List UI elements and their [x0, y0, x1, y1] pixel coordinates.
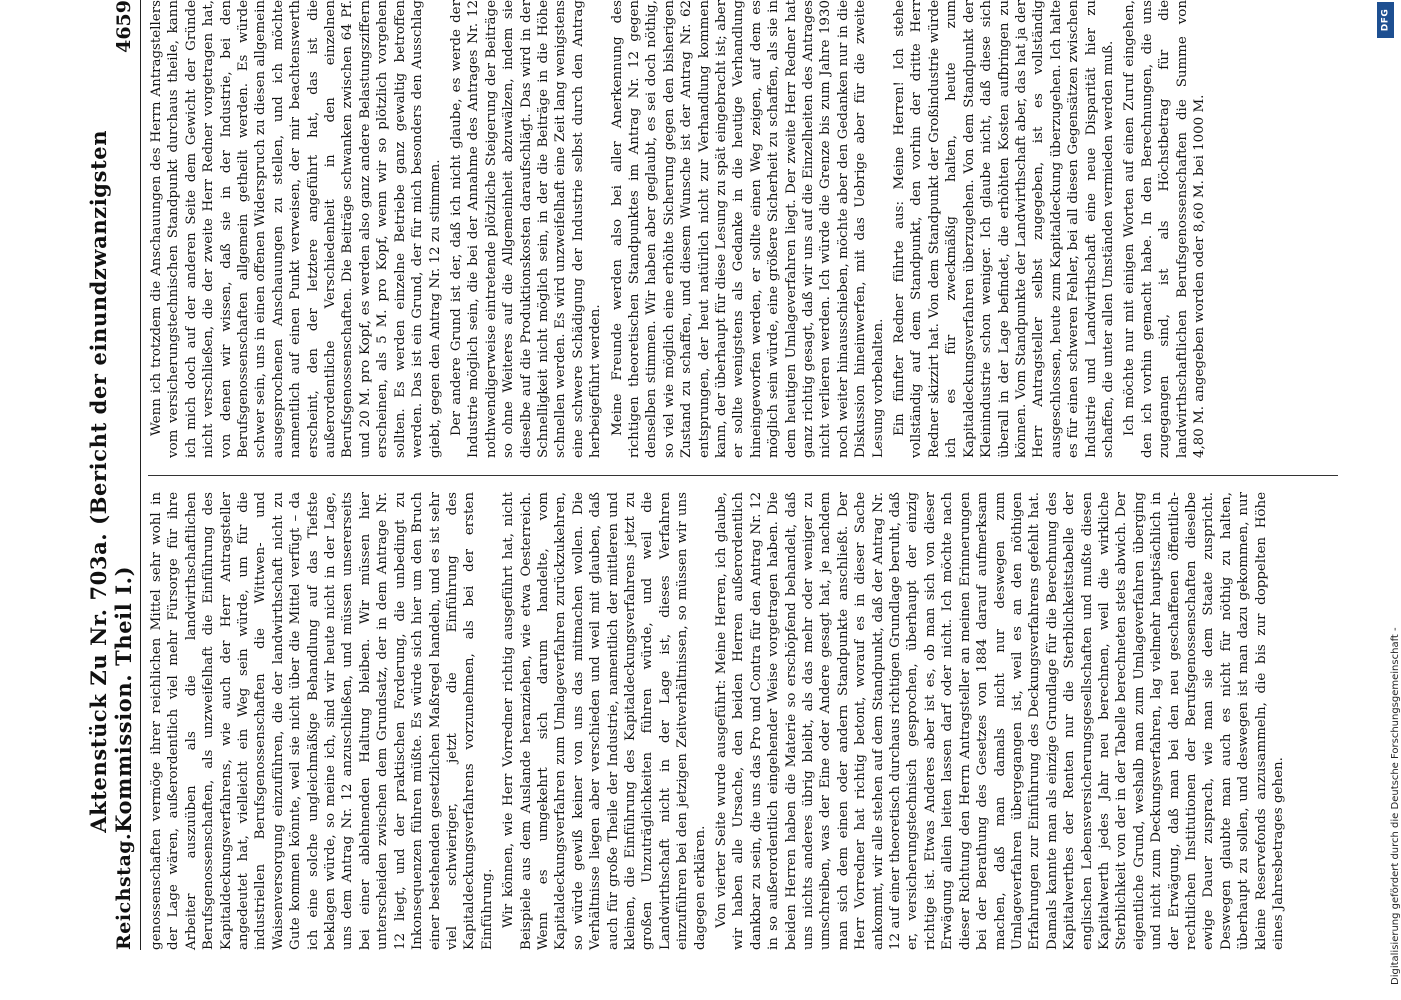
paragraph: Wir können, wie Herr Vorredner richtig ausgeführt hat, nicht Beispiele aus dem Auslande heranziehen, wie etwa Oesterreich. Wenn es umgekehrt sich darum handelte, vom Kapitaldeckungsverfahren zum Umlageverfahren zurückzukehren, so würde gewiß keiner von uns das mitmachen wollen. Die Verhältnisse liegen aber verschieden und weil mit glauben, daß auch für große Theile der Industrie, namentlich der mittleren und kleinen, die Einführung des Kapitaldeckungsverfahrens jetzt zu großen Unzuträglichkeiten führen würde, und weil die Landwirthschaft nicht in der Lage ist, dieses Verfahren einzuführen bei den jetzigen Zeitverhältnissen, so müssen wir uns dagegen erklären.: [501, 492, 708, 950]
paragraph: Wenn ich trotzdem die Anschauungen des Herrn Antragstellers vom versicherungstechnischen Standpunkt durchaus theile, kann ich mich doch auf der anderen Seite dem Gewicht der Gründe nicht verschließen, die der zweite Herr Redner vorgetragen hat, von denen wir wissen, daß sie in der Industrie, bei den Berufsgenossenschaften allgemein getheilt werden. Es würde schwer sein, uns in einen offenen Widerspruch zu diesen allgemein ausgesprochenen Anschauungen zu stellen, und ich möchte namentlich auf einen Punkt verweisen, der mir beachtenswerth erscheint, den der letztere angeführt hat, das ist die außerordentliche Verschiedenheit in den einzelnen Berufsgenossenschaften. Die Beiträge schwanken zwischen 64 Pf. und 20 M. pro Kopf, es werden also ganz andere Belastungsziffern erscheinen, als 5 M. pro Kopf, wenn wir so plötzlich vorgehen sollten. Es werden einzelne Betriebe ganz gewaltig betroffen werden. Das ist ein Grund, der für mich besonders den Ausschlag giebt, gegen den Antrag Nr. 12 zu stimmen.: [149, 0, 443, 458]
document-page: [86, 0, 1346, 950]
text-columns: [148, 0, 1338, 950]
digitization-credit: [1375, 0, 1401, 1000]
dfg-logo: [1377, 2, 1394, 38]
left-column: [148, 492, 1338, 950]
page-number: 4659: [113, 0, 135, 53]
header-title: Aktenstück Zu Nr. 703a. (Bericht der einundzwanzigsten Kommission. Theil I.): [86, 129, 136, 833]
paragraph: Der andere Grund ist der, daß ich nicht glaube, es werde der Industrie möglich sein, die bei der Annahme des Antrages Nr. 12 nothwendigerweise eintretende plötzliche Steigerung der Beiträge so ohne Weiteres auf die Allgemeinheit abzuwälzen, indem sie dieselbe auf die Produktionskosten daraufschlägt. Das wird in der Schnelligkeit nicht möglich sein, in der die Beiträge in die Höhe schnellen werden. Es wird unzweifelhaft eine Zeit lang wenigstens eine schwere Schädigung der Industrie selbst durch den Antrag herbeigeführt werden.: [448, 0, 604, 458]
paragraph: Meine Freunde werden also bei aller Anerkennung des richtigen theoretischen Standpunktes im Antrag Nr. 12 gegen denselben stimmen. Wir haben aber geglaubt, es sei doch nöthig, so viel wie möglich eine erhöhte Sicherung gegen den bisherigen Zustand zu schaffen, und diesem Wunsche ist der Antrag Nr. 62 entsprungen, der heut natürlich nicht zur Verhandlung kommen kann, der überhaupt für diese Lesung zu spät eingebracht ist; aber er sollte wenigstens als Gedanke in die heutige Verhandlung hineingeworfen werden, er sollte einen Weg zeigen, auf dem es möglich sein würde, eine größere Sicherheit zu schaffen, als sie in dem heutigen Umlageverfahren liegt. Der zweite Herr Redner hat ganz richtig gesagt, daß wir uns auf die Einzelheiten des Antrages nicht verlieren werden. Ich würde die Grenze bis zum Jahre 1930 noch weiter hinausschieben, möchte aber den Gedanken nur in die Diskussion hineinwerfen, mit das Uebrige aber für die zweite Lesung vorbehalten.: [609, 0, 886, 458]
paragraph: Ein fünfter Redner führte aus: Meine Herren! Ich stehe vollständig auf dem Standpunkt, den vorhin der dritte Herr Redner skizzirt hat. Von dem Standpunkt der Großindustrie würde ich es für zweckmäßig halten, heute zum Kapitaldeckungsverfahren überzugehen. Von dem Standpunkt der Kleinindustrie schon weniger. Ich glaube nicht, daß diese sich überall in der Lage befindet, die erhöhten Kosten aufbringen zu können. Vom Standpunkte der Landwirthschaft aber, das hat ja der Herr Antragsteller selbst zugegeben, ist es vollständig ausgeschlossen, heute zum Kapitaldeckung überzugehen. Ich halte es für einen schweren Fehler, bei all diesen Gegensätzen zwischen Industrie und Landwirthschaft eine neue Disparität hier zu schaffen, die unter allen Umständen vermieden werden muß.: [892, 0, 1116, 458]
paragraph: Ich möchte nur mit einigen Worten auf einen Zuruf eingehen, den ich vorhin gemacht habe. In den Berechnungen, die uns zugegangen sind, ist als Höchstbetrag für die landwirthschaftlichen Berufsgenossenschaften die Summe von 4,80 M. angegeben worden oder 8,60 M. bei 1000 M.: [1122, 0, 1207, 458]
column-divider: [148, 475, 1338, 476]
paragraph: genossenschaften vermöge ihrer reichlichen Mittel sehr wohl in der Lage wären, außerordentlich viel mehr Fürsorge für ihre Arbeiter auszuüben als die landwirthschaftlichen Berufsgenossenschaften, als unzweifelhaft die Einführung des Kapitaldeckungsverfahrens, wie auch der Herr Antragsteller angedeutet hat, vielleicht ein Weg sein würde, um für die industriellen Berufsgenossenschaften die Wittwen- und Waisenversorgung einzuführen, die der landwirthschaft nicht zu Gute kommen könnte, weil sie nicht über die Mittel verfügt – da ich eine solche ungleichmäßige Behandlung auf das Tiefste beklagen würde, so meine ich, sind wir heute nicht in der Lage, uns dem Antrag Nr. 12 anzuschließen, und müssen unsererseits bei einer ablehnenden Haltung bleiben. Wir müssen hier unterscheiden zwischen dem Grundsatz, der in dem Antrage Nr. 12 liegt, und der praktischen Forderung, die unbedingt zu Inkonsequenzen führen müßte. Es würde sich hier um den Bruch einer bestehenden gesetzlichen Maßregel handeln, und es ist sehr viel schwieriger, jetzt die Einführung des Kapitaldeckungsverfahrens vorzunehmen, als bei der ersten Einführung.: [149, 492, 495, 950]
right-column: [148, 0, 1338, 458]
dfg-logo-text: DFG: [1380, 8, 1391, 32]
header-left: Reichstag.: [113, 832, 135, 950]
paragraph: Von vierter Seite wurde ausgeführt: Meine Herren, ich glaube, wir haben alle Ursache, den beiden Herren außerordentlich dankbar zu sein, die uns das Pro und Contra für den Antrag Nr. 12 in so außerordentlich eingehender Weise vorgetragen haben. Die beiden Herren haben die Materie so erschöpfend behandelt, daß uns nichts anderes übrig bleibt, als das mehr oder weniger zu umschreiben, was der Eine oder Andere gesagt hat, je nachdem man sich dem einen oder andern Standpunkte anschließt. Der Herr Vorredner hat richtig betont, worauf es in dieser Sache ankommt, wir alle stehen auf dem Standpunkt, daß der Antrag Nr. 12 auf einer theoretisch durchaus richtigen Grundlage beruht, daß er, versicherungstechnisch gesprochen, überhaupt der einzig richtige ist. Etwas Anderes aber ist es, ob man sich von dieser Erwägung allein leiten lassen darf oder nicht. Ich möchte nach dieser Richtung den Herrn Antragsteller an meinen Erinnerungen bei der Berathung des Gesetzes von 1884 darauf aufmerksam machen, daß man damals nicht nur deswegen zum Umlageverfahren übergegangen ist, weil es an den nöthigen Erfahrungen zur Einführung des Deckungsverfahrens gefehlt hat. Damals kannte man als einzige Grundlage für die Berechnung des Kapitalwerthes der Renten nur die Sterblichkeitstabelle der englischen Lebensversicherungsgesellschaften und mußte diesen Kapitalwerth jedes Jahr neu berechnen, weil die wirkliche Sterblichkeit von der in der Tabelle berechneten stets abwich. Der eigentliche Grund, weshalb man zum Umlageverfahren überging und nicht zum Deckungsverfahren, lag vielmehr hauptsächlich in der Erwägung, daß man bei den neu geschaffenen öffentlich-rechtlichen Institutionen der Berufsgenossenschaften dieselbe ewige Dauer zusprach, wie man sie dem Staate zuspricht. Deswegen glaubte man auch es nicht für nöthig zu halten, überhaupt zu sollen, und deswegen ist man dazu gekommen, nur kleine Reservefonds anzusammeln, die bis zur doppelten Höhe eines Jahresbetrages gehen.: [714, 492, 1286, 950]
credit-text: Digitalisierung gefördert durch die Deutsche Forschungsgemeinschaft -: [1390, 627, 1401, 985]
page-header: [86, 0, 141, 950]
